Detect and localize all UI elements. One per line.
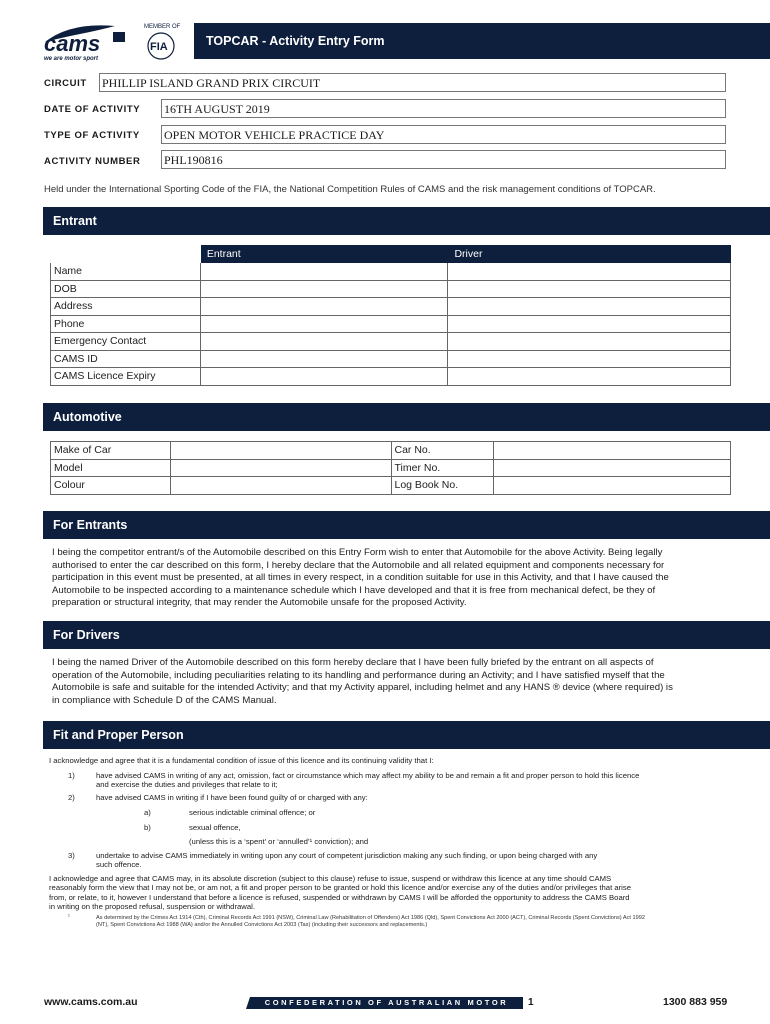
fit-proper-intro: I acknowledge and agree that it is a fundamental condition of issue of this licence and its continuing validity that I: bbox=[49, 756, 434, 765]
fit-proper-sub-note: (unless this is a ‘spent’ or ‘annulled’¹ conviction); and bbox=[189, 837, 369, 846]
form-title: TOPCAR - Activity Entry Form bbox=[194, 23, 770, 59]
date-label: DATE OF ACTIVITY bbox=[44, 104, 141, 115]
automotive-heading: Automotive bbox=[43, 403, 770, 431]
footer-phone: 1300 883 959 bbox=[663, 996, 728, 1008]
table-row bbox=[51, 298, 731, 316]
table-row bbox=[51, 333, 731, 351]
item-number: 1) bbox=[68, 771, 75, 780]
checkered-flag-icon bbox=[113, 32, 125, 42]
activity-number-label: ACTIVITY NUMBER bbox=[44, 156, 141, 167]
row-label: CAMS ID bbox=[51, 350, 201, 368]
table-row bbox=[51, 263, 731, 281]
fit-proper-item-1: have advised CAMS in writing of any act, omission, fact or circumstance which may affect my ability to be and remain a fit and proper person to hold this licence and exercise the duties and privileges that relate to it; bbox=[96, 771, 640, 790]
entrant-table-corner bbox=[51, 246, 201, 263]
sub-item-letter: a) bbox=[144, 808, 151, 817]
table-row bbox=[51, 459, 731, 477]
row-label: CAMS Licence Expiry bbox=[51, 368, 201, 386]
type-field[interactable]: OPEN MOTOR VEHICLE PRACTICE DAY bbox=[161, 125, 726, 144]
type-label: TYPE OF ACTIVITY bbox=[44, 130, 140, 141]
entrant-dob-cell[interactable] bbox=[200, 280, 448, 298]
page-number: 1 bbox=[528, 997, 534, 1008]
for-drivers-text: I being the named Driver of the Automobile described on this form hereby declare that I have been fully briefed by the entrant on all aspects of operation of the Automobile, including peculiarities relating to its handling and performance during an Activity; and I have satisfied myself that the Automobile is safe and suitable for the intended Activity; and that my Activity apparel, including helmet and any HANS ® device (where required) is in compliance with Schedule D of the CAMS Manual. bbox=[52, 657, 673, 706]
fit-proper-closing: I acknowledge and agree that CAMS may, in its absolute discretion (subject to this clause) refuse to issue, suspend or withdraw this licence at any time should CAMS reasonably form the view that I may not be, or am not, a fit and proper person to be granted or hold this licence and/or exercise any of the duties and/or privileges that arise from, or relate, to it, however I understand that before a licence is refused, suspended or withdrawn by CAMS I will be afforded the opportunity to address the CAMS Board in writing on the proposed refusal, suspension or withdrawal. bbox=[49, 874, 632, 912]
automotive-table bbox=[50, 441, 731, 495]
entrant-heading: Entrant bbox=[43, 207, 770, 235]
entrant-phone-cell[interactable] bbox=[200, 315, 448, 333]
row-label: Name bbox=[51, 263, 201, 281]
table-row bbox=[51, 315, 731, 333]
entrant-table bbox=[50, 245, 731, 386]
item-number: 2) bbox=[68, 793, 75, 802]
car-no-cell[interactable] bbox=[494, 442, 731, 460]
driver-name-cell[interactable] bbox=[448, 263, 731, 281]
entrant-name-cell[interactable] bbox=[200, 263, 448, 281]
date-field[interactable]: 16TH AUGUST 2019 bbox=[161, 99, 726, 118]
driver-phone-cell[interactable] bbox=[448, 315, 731, 333]
row-label: Make of Car bbox=[51, 442, 171, 460]
svg-text:we are motor sport: we are motor sport bbox=[44, 56, 99, 62]
colour-cell[interactable] bbox=[170, 477, 391, 495]
for-drivers-heading: For Drivers bbox=[43, 621, 770, 649]
row-label: Timer No. bbox=[391, 459, 494, 477]
driver-camsid-cell[interactable] bbox=[448, 350, 731, 368]
table-row bbox=[51, 280, 731, 298]
circuit-label: CIRCUIT bbox=[44, 78, 87, 89]
fit-proper-item-2: have advised CAMS in writing if I have been found guilty of or charged with any: bbox=[96, 793, 368, 802]
activity-number-field[interactable]: PHL190816 bbox=[161, 150, 726, 169]
footer-band: CONFEDERATION OF AUSTRALIAN MOTOR SPORT bbox=[250, 997, 523, 1009]
entrant-licence-expiry-cell[interactable] bbox=[200, 368, 448, 386]
entrant-address-cell[interactable] bbox=[200, 298, 448, 316]
log-book-no-cell[interactable] bbox=[494, 477, 731, 495]
timer-no-cell[interactable] bbox=[494, 459, 731, 477]
cams-logo bbox=[40, 20, 190, 65]
svg-text:cams: cams bbox=[44, 31, 101, 56]
intro-text: Held under the International Sporting Code of the FIA, the National Competition Rules of CAMS and the risk management conditions of TOPCAR. bbox=[44, 184, 656, 195]
row-label: DOB bbox=[51, 280, 201, 298]
fit-proper-heading: Fit and Proper Person bbox=[43, 721, 770, 749]
make-cell[interactable] bbox=[170, 442, 391, 460]
for-entrants-text: I being the competitor entrant/s of the Automobile described on this Entry Form wish to enter that Automobile for the above Activity. Being legally authorised to enter the car described on this form, I hereby declare that the Automobile and all related equipment and components necessary for participation in this event must be presented, at all times in every respect, in a condition suitable for use in this Activity, and that I have caused the Automobile to be inspected according to a maintenance schedule which I have developed and that it is free from mechanical defect, be they of preparation or structural integrity, that may render the Automobile unsafe for the proposed Activity. bbox=[52, 547, 669, 609]
fit-proper-sub-a: serious indictable criminal offence; or bbox=[189, 808, 316, 817]
footnote-mark: ¹ bbox=[68, 914, 70, 920]
row-label: Address bbox=[51, 298, 201, 316]
row-label: Colour bbox=[51, 477, 171, 495]
driver-emergency-cell[interactable] bbox=[448, 333, 731, 351]
table-row bbox=[51, 350, 731, 368]
table-row bbox=[51, 477, 731, 495]
item-number: 3) bbox=[68, 851, 75, 860]
svg-text:FIA: FIA bbox=[150, 41, 168, 53]
row-label: Emergency Contact bbox=[51, 333, 201, 351]
model-cell[interactable] bbox=[170, 459, 391, 477]
fit-proper-sub-b: sexual offence, bbox=[189, 823, 241, 832]
driver-licence-expiry-cell[interactable] bbox=[448, 368, 731, 386]
row-label: Car No. bbox=[391, 442, 494, 460]
entrant-camsid-cell[interactable] bbox=[200, 350, 448, 368]
driver-dob-cell[interactable] bbox=[448, 280, 731, 298]
table-row bbox=[51, 368, 731, 386]
row-label: Model bbox=[51, 459, 171, 477]
table-row bbox=[51, 442, 731, 460]
driver-column-header: Driver bbox=[448, 246, 731, 263]
driver-address-cell[interactable] bbox=[448, 298, 731, 316]
entrant-emergency-cell[interactable] bbox=[200, 333, 448, 351]
entrant-column-header: Entrant bbox=[200, 246, 448, 263]
row-label: Phone bbox=[51, 315, 201, 333]
footnote-text: As determined by the Crimes Act 1914 (Cth), Criminal Records Act 1991 (NSW), Criminal Law (Rehabilitation of Offenders) Act 1986 (Qld), Spent Convictions Act 2000 (ACT), Criminal Records (Spent Convictions) Act 1992 (NT), Spent Convictions Act 1988 (WA) and/or the Annulled Convictions Act 2003 (Tas) (including their successors and replacements.) bbox=[96, 915, 645, 928]
fit-proper-item-3: undertake to advise CAMS immediately in writing upon any court of competent jurisdiction making any such finding, or upon being charged with any such offence. bbox=[96, 851, 598, 870]
svg-text:MEMBER OF: MEMBER OF bbox=[144, 24, 181, 30]
sub-item-letter: b) bbox=[144, 823, 151, 832]
for-entrants-heading: For Entrants bbox=[43, 511, 770, 539]
footer-website: www.cams.com.au bbox=[44, 996, 138, 1008]
row-label: Log Book No. bbox=[391, 477, 494, 495]
circuit-field[interactable]: PHILLIP ISLAND GRAND PRIX CIRCUIT bbox=[99, 73, 726, 92]
